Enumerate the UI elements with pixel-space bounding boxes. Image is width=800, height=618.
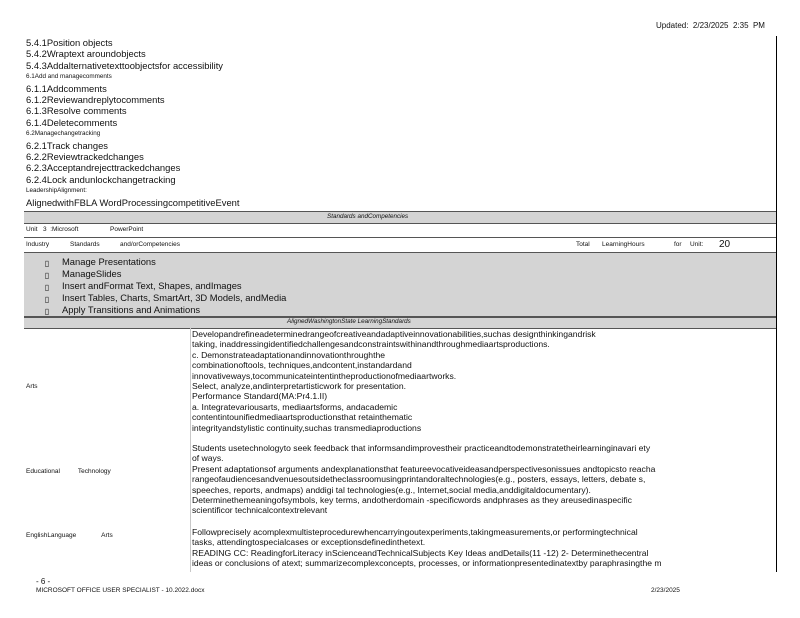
- task-label: ManageSlides: [62, 268, 122, 279]
- for-label: for: [674, 241, 682, 248]
- standard-line: Performance Standard(MA:Pr4.1.II): [192, 391, 328, 402]
- objective-item: 6.2.2Reviewtrackedchanges: [26, 151, 144, 163]
- hours-value: 20: [719, 239, 731, 250]
- task-item: [42, 268, 121, 280]
- standard-line: integrityandstylistic continuity,suchas transmediaproductions: [192, 422, 422, 433]
- page-number: - 6 -: [36, 577, 51, 586]
- standard-line: ideas or conclusions of atext; summarizecomplexconcepts, processes, or informationpresentedinatextby paraphrasingthe m: [192, 558, 662, 569]
- task-label: Insert Tables, Charts, SmartArt, 3D Models, andMedia: [62, 292, 287, 303]
- bullet-icon: ▯: [44, 258, 50, 268]
- objective-item: 6.1Add and managecomments: [26, 73, 112, 81]
- section-label: Arts: [26, 383, 38, 390]
- standard-line: contentintounifiedmediaartsproductionsthat retainthematic: [192, 412, 413, 423]
- standard-line: Present adaptationsof arguments andexplanationsthat featureevocativeideasandperspectivesonissues andtopicsto reacha: [192, 463, 656, 474]
- unit-colon-label: Unit:: [690, 241, 704, 248]
- standard-line: Followprecisely acomplexmultisteprocedurewhencarryingoutexperiments,takingmeasurements,or performingtechnical: [192, 527, 638, 537]
- section-text: [192, 329, 766, 433]
- task-list: [24, 253, 776, 317]
- bullet-icon: ▯: [44, 270, 50, 280]
- standard-line: tasks, attendingtospecialcases or exceptionsdefinedinthetext.: [192, 537, 426, 548]
- footer-date: 2/23/2025: [651, 587, 680, 594]
- task-label: Apply Transitions and Animations: [62, 304, 201, 315]
- standard-line: c. Demonstrateadaptationandinnovationthroughthe: [192, 349, 386, 360]
- objective-item: 6.2.3Acceptandrejecttrackedchanges: [26, 162, 181, 174]
- objective-item: 5.4.2Wraptext aroundobjects: [26, 48, 146, 60]
- section-label: Educational Technology: [26, 468, 111, 475]
- standard-line: Select, analyze,andinterpretartisticwork for presentation.: [192, 381, 406, 392]
- aligned-standards-bar: [24, 317, 776, 329]
- objective-item: 5.4.1Position objects: [26, 37, 113, 48]
- standard-line: innovativeways,tocommunicateintentintheproductionofmediaartworks.: [192, 370, 457, 381]
- standard-line: a. Integratevariousarts, mediaartsforms, andacademic: [192, 401, 398, 412]
- objective-item: 6.1.3Resolve comments: [26, 105, 127, 117]
- objective-item: 6.1.2Reviewandreplytocomments: [26, 94, 165, 106]
- standard-line: Determinethemeaningofsymbols, key terms, andotherdomain -specificwords andphrases as they areusedinaspecific: [192, 495, 632, 506]
- task-item: [42, 304, 200, 316]
- objective-item: AlignedwithFBLA WordProcessingcompetitiveEvent: [26, 196, 240, 208]
- standard-line: combinationoftools, techniques,andcontent,instandardand: [192, 360, 412, 371]
- right-border: [776, 36, 777, 572]
- total-label: Total: [576, 241, 590, 248]
- standard-line: Developandrefineadeterminedrangeofcreativeandadaptiveinnovationabilities,suchas designthinkingandrisk: [192, 329, 596, 339]
- objective-item: LeadershipAlignment:: [26, 187, 87, 195]
- industry-label: Industry: [26, 241, 50, 248]
- objective-item: 5.4.3Addalternativetexttoobjectsfor accessibility: [26, 59, 223, 71]
- aligned-standards-label: AlignedWashingtonState LearningStandards: [287, 318, 411, 325]
- updated-timestamp: Updated: 2/23/2025 2:35 PM: [656, 21, 765, 30]
- section-text: [192, 443, 766, 516]
- section-text: [192, 527, 766, 569]
- industry-row: [24, 238, 776, 253]
- objective-item: 6.1.4Deletecomments: [26, 116, 118, 128]
- competencies-label: and/orCompetencies: [120, 241, 180, 248]
- task-label: Insert andFormat Text, Shapes, andImages: [62, 280, 242, 291]
- standard-line: of ways.: [192, 453, 224, 464]
- unit-label: Unit 3 :Microsoft: [26, 226, 79, 233]
- bullet-icon: ▯: [44, 282, 50, 292]
- standard-line: taking, inaddressingidentifiedchallengesandconstraintswithinandthroughmediaartsproductions.: [192, 339, 550, 350]
- objective-item: 6.2Managechangetracking: [26, 130, 101, 138]
- objective-item: 6.2.4Lock andunlockchangetracking: [26, 173, 176, 185]
- task-label: Manage Presentations: [62, 256, 156, 267]
- column-separator: [190, 328, 191, 572]
- standard-line: rangeofaudiencesandvenuesoutsidetheclassroomusingprintandoraltechnologies(e.g., posters, essays, letters, debate s,: [192, 474, 646, 485]
- objective-item: 6.2.1Track changes: [26, 139, 108, 151]
- standard-line: speeches, reports, andmaps) anddigi tal technologies(e.g., Internet,social media,anddigitaldocumentary).: [192, 484, 591, 495]
- objectives-list: [26, 37, 766, 208]
- standard-line: scientificor technicalcontextrelevant: [192, 505, 328, 516]
- section-label: EnglishLanguage Arts: [26, 532, 113, 539]
- bullet-icon: ▯: [44, 306, 50, 316]
- bullet-icon: ▯: [44, 294, 50, 304]
- standards-header-label: Standards andCompetencies: [327, 213, 409, 220]
- task-item: [42, 280, 242, 292]
- standard-line: Students usetechnologyto seek feedback that informsandimprovestheir practiceandtodemonstratetheirlearninginavari ety: [192, 443, 651, 453]
- standard-line: READING CC: ReadingforLiteracy inScienceandTechnicalSubjects Key Ideas andDetails(11 -12) 2- Determinethecentral: [192, 547, 649, 558]
- learning-hours-label: LearningHours: [602, 241, 645, 248]
- task-item: [42, 256, 156, 268]
- footer-document-name: MICROSOFT OFFICE USER SPECIALIST - 10.2022.docx: [36, 587, 205, 594]
- standards-label: Standards: [70, 241, 100, 248]
- unit-app: PowerPoint: [110, 226, 144, 233]
- task-item: [42, 292, 286, 304]
- objective-item: 6.1.1Addcomments: [26, 82, 107, 94]
- unit-row: [24, 223, 776, 238]
